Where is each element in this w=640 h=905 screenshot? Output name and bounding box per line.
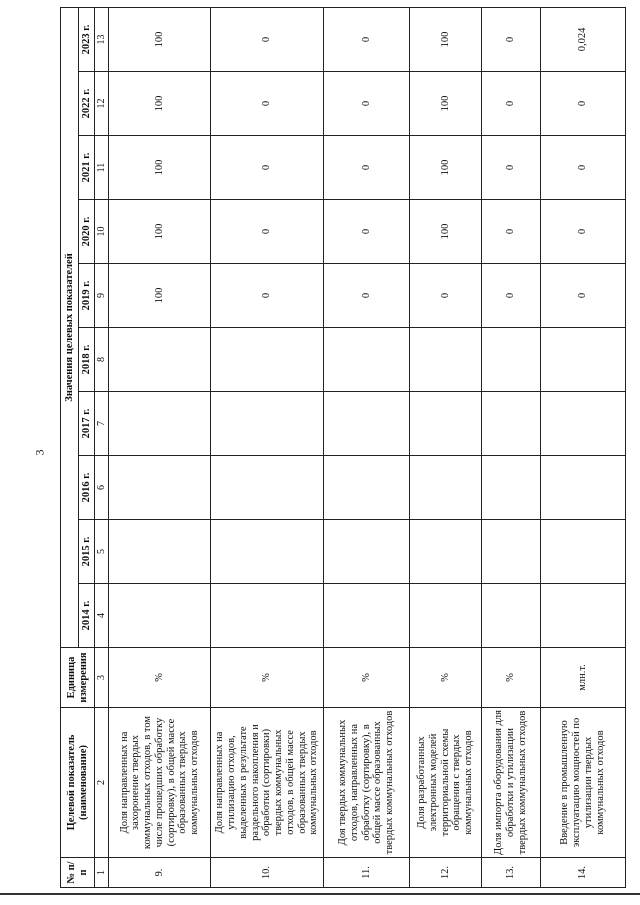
value-cell (409, 328, 482, 392)
value-cell (211, 456, 324, 520)
column-index-row (95, 7, 109, 887)
value-cell (540, 392, 625, 456)
value-cell: 0 (540, 72, 625, 136)
header-year: 2018 г. (79, 328, 95, 392)
header-year: 2020 г. (79, 200, 95, 264)
header-unit: Единица измерения (61, 648, 95, 708)
value-cell (482, 520, 540, 584)
indicator-name: Введение в промышленную эксплуатацию мощностей по утилизации твердых коммунальных отходов (540, 708, 625, 858)
value-cell: 100 (109, 264, 211, 328)
indicator-name: Доля импорта оборудования для обработки и утилизации твердых коммунальных отходов (482, 708, 540, 858)
value-cell (109, 456, 211, 520)
header-year: 2023 г. (79, 7, 95, 71)
value-cell: 0 (482, 200, 540, 264)
value-cell: 0 (324, 264, 409, 328)
value-cell (482, 456, 540, 520)
bottom-divider (0, 893, 640, 895)
table-row (482, 7, 540, 887)
row-number: 14. (540, 858, 625, 888)
header-year: 2014 г. (79, 584, 95, 648)
value-cell: 0 (482, 72, 540, 136)
column-index: 13 (95, 7, 109, 71)
column-index: 1 (95, 858, 109, 888)
value-cell: 100 (109, 200, 211, 264)
value-cell: 0 (324, 7, 409, 71)
table-row (109, 7, 211, 887)
column-index: 6 (95, 456, 109, 520)
header-year: 2016 г. (79, 456, 95, 520)
value-cell (324, 584, 409, 648)
header-year: 2022 г. (79, 72, 95, 136)
column-index: 11 (95, 136, 109, 200)
value-cell (409, 456, 482, 520)
value-cell (211, 328, 324, 392)
header-indicator: Целевой показатель (наименование) (61, 708, 95, 858)
unit-cell: % (409, 648, 482, 708)
target-indicators-table (60, 7, 626, 888)
table-row (540, 7, 625, 887)
value-cell: 100 (409, 72, 482, 136)
indicator-name: Доля направленных на утилизацию отходов, выделенных в результате раздельного накопления и обработки (сортировки) твердых коммунальных отходов, в общей массе образованных твердых коммунальных отходов (211, 708, 324, 858)
rotated-table-container (60, 10, 626, 888)
value-cell: 0 (211, 200, 324, 264)
unit-cell: % (211, 648, 324, 708)
unit-cell: млн.т. (540, 648, 625, 708)
header-year: 2021 г. (79, 136, 95, 200)
value-cell (482, 328, 540, 392)
value-cell: 100 (409, 136, 482, 200)
value-cell: 0 (482, 264, 540, 328)
value-cell: 0 (482, 136, 540, 200)
column-index: 8 (95, 328, 109, 392)
value-cell (324, 456, 409, 520)
value-cell (109, 520, 211, 584)
value-cell (540, 584, 625, 648)
column-index: 4 (95, 584, 109, 648)
value-cell: 100 (409, 7, 482, 71)
value-cell: 0 (211, 136, 324, 200)
value-cell (324, 328, 409, 392)
row-number: 9. (109, 858, 211, 888)
indicator-name: Доля направленных на захоронение твердых коммунальных отходов, в том числе прошедших обработку (сортировку), в общей массе образованных твердых коммунальных отходов (109, 708, 211, 858)
value-cell: 0 (211, 264, 324, 328)
unit-cell: % (324, 648, 409, 708)
indicator-name: Доля разработанных электронных моделей территориальной схемы обращения с твердых коммунальных отходов (409, 708, 482, 858)
value-cell (211, 392, 324, 456)
unit-cell: % (109, 648, 211, 708)
table-row (211, 7, 324, 887)
header-values-group: Значения целевых показателей (61, 7, 79, 647)
row-number: 11. (324, 858, 409, 888)
value-cell (540, 328, 625, 392)
column-index: 12 (95, 72, 109, 136)
value-cell: 0 (482, 7, 540, 71)
header-year: 2017 г. (79, 392, 95, 456)
column-index: 9 (95, 264, 109, 328)
value-cell (324, 520, 409, 584)
column-index: 10 (95, 200, 109, 264)
row-number: 12. (409, 858, 482, 888)
value-cell (540, 456, 625, 520)
value-cell: 0 (409, 264, 482, 328)
value-cell: 0 (211, 72, 324, 136)
value-cell: 100 (109, 72, 211, 136)
column-index: 5 (95, 520, 109, 584)
row-number: 13. (482, 858, 540, 888)
table-row (409, 7, 482, 887)
value-cell (109, 392, 211, 456)
unit-cell: % (482, 648, 540, 708)
value-cell (540, 520, 625, 584)
page-number: 3 (32, 449, 47, 456)
value-cell (109, 328, 211, 392)
value-cell (482, 584, 540, 648)
header-num: № п/п (61, 858, 95, 888)
value-cell (211, 520, 324, 584)
value-cell (409, 584, 482, 648)
value-cell: 0 (540, 264, 625, 328)
value-cell (482, 392, 540, 456)
value-cell: 0 (324, 72, 409, 136)
column-index: 3 (95, 648, 109, 708)
column-index: 2 (95, 708, 109, 858)
value-cell: 0 (211, 7, 324, 71)
value-cell (109, 584, 211, 648)
value-cell: 0 (324, 136, 409, 200)
header-year: 2015 г. (79, 520, 95, 584)
header-year: 2019 г. (79, 264, 95, 328)
value-cell (211, 584, 324, 648)
value-cell (409, 392, 482, 456)
column-index: 7 (95, 392, 109, 456)
value-cell: 0 (540, 200, 625, 264)
value-cell: 0 (324, 200, 409, 264)
row-number: 10. (211, 858, 324, 888)
value-cell (409, 520, 482, 584)
value-cell: 0 (540, 136, 625, 200)
table-row (324, 7, 409, 887)
value-cell (324, 392, 409, 456)
indicator-name: Доя твердых коммунальных отходов, направленных на обработку (сортировку), в общей массе образованных твердых коммунальных отходов (324, 708, 409, 858)
value-cell: 100 (409, 200, 482, 264)
value-cell: 100 (109, 136, 211, 200)
value-cell: 0,024 (540, 7, 625, 71)
value-cell: 100 (109, 7, 211, 71)
